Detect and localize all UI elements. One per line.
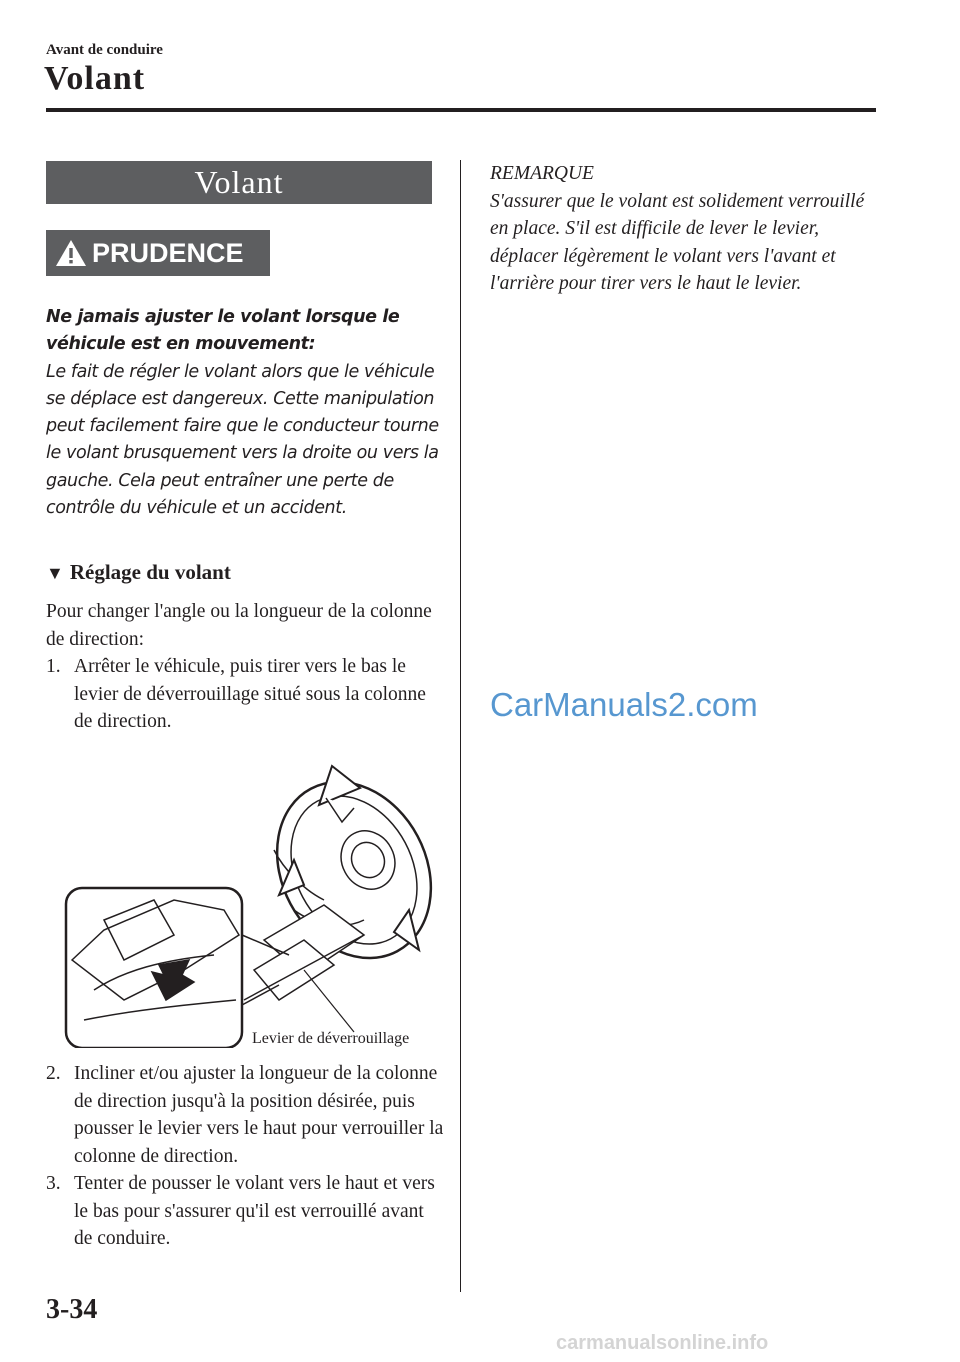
step-item (46, 1170, 446, 1253)
subsection-title: Réglage du volant (69, 560, 231, 584)
caution-text (46, 304, 446, 522)
caution-badge (46, 230, 270, 276)
remark-text: S'assurer que le volant est solidement verrouillé en place. S'il est difficile de lever le levier, déplacer légèrement le volant vers l'avant et l'arrière pour tirer vers le haut le levier. (490, 190, 865, 294)
intro-paragraph: Pour changer l'angle ou la longueur de la colonne de direction: (46, 601, 432, 650)
step-item (46, 653, 446, 736)
step-number: 2. (46, 1063, 61, 1084)
step-text: Arrêter le véhicule, puis tirer vers le bas le levier de déverrouillage situé sous la colonne de direction. (74, 656, 426, 732)
remark-box (490, 160, 870, 298)
section-banner: Volant (46, 161, 432, 204)
footer-url: carmanualsonline.info (556, 1332, 769, 1354)
step-text: Incliner et/ou ajuster la longueur de la colonne de direction jusqu'à la position désirée, puis pousser le levier vers le haut pour verrouiller la colonne de direction. (74, 1063, 444, 1167)
breadcrumb: Avant de conduire (46, 42, 163, 58)
step-item (46, 1060, 446, 1170)
caution-body: Le fait de régler le volant alors que le véhicule se déplace est dangereux. Cette manipulation peut facilement faire que le conducteur tourne le volant brusquement vers la droite ou vers la gauche. Cela peut entraîner une perte de contrôle du véhicule et un accident. (46, 361, 439, 519)
figure-callout-label: Levier de déverrouillage (252, 1030, 410, 1047)
caution-label: PRUDENCE (92, 237, 244, 268)
subsection-heading (46, 560, 231, 585)
watermark-logo: CarManuals2.com (490, 686, 758, 723)
warning-icon (54, 238, 88, 268)
page-number: 3-34 (46, 1294, 98, 1325)
header-rule (46, 108, 876, 112)
step-number: 1. (46, 656, 61, 677)
page-title: Volant (44, 60, 146, 97)
steering-column-illustration (64, 760, 444, 1048)
caution-lead: Ne jamais ajuster le volant lorsque le véhicule est en mouvement: (46, 307, 400, 355)
remark-title: REMARQUE (490, 163, 594, 184)
column-divider (460, 160, 461, 1292)
step-text: Tenter de pousser le volant vers le haut et vers le bas pour s'assurer qu'il est verrouillé avant de conduire. (74, 1173, 435, 1249)
triangle-marker-icon: ▼ (46, 563, 64, 583)
step-number: 3. (46, 1173, 61, 1194)
